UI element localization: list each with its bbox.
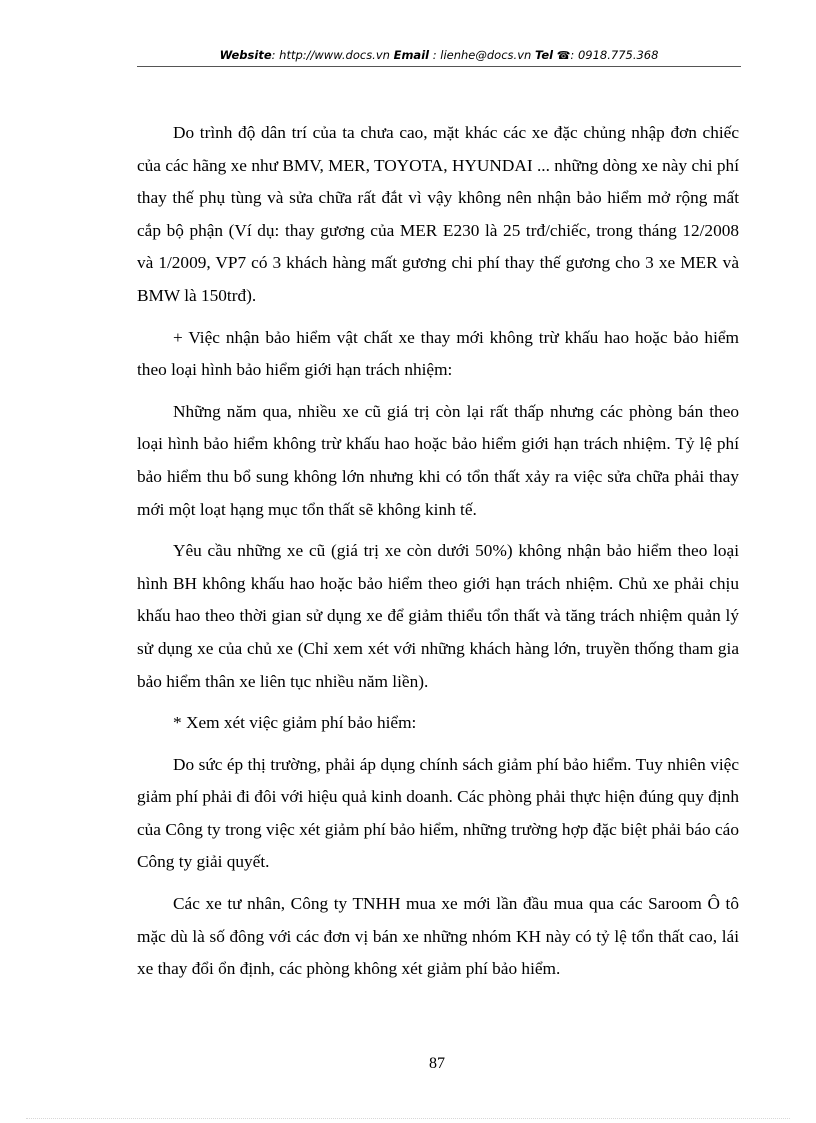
email-label: Email [393, 48, 430, 62]
phone-icon: ☎ [556, 49, 571, 62]
header-divider [137, 66, 741, 67]
paragraph: Do sức ép thị trường, phải áp dụng chính sách giảm phí bảo hiểm. Tuy nhiên việc giảm phí phải đi đôi với hiệu quả kinh doanh. Các phòng phải thực hiện đúng quy định của Công ty trong việc xét giảm phí bảo hiểm, những trường hợp đặc biệt phải báo cáo Công ty giải quyết. [137, 754, 739, 872]
tel-value: : 0918.775.368 [570, 48, 659, 62]
paragraph: Các xe tư nhân, Công ty TNHH mua xe mới lần đầu mua qua các Saroom Ô tô mặc dù là số đông với các đơn vị bán xe những nhóm KH này có tỷ lệ tổn thất cao, lái xe thay đổi ổn định, các phòng không xét giảm phí bảo hiểm. [137, 894, 739, 979]
paragraph: Yêu cầu những xe cũ (giá trị xe còn dưới 50%) không nhận bảo hiểm theo loại hình BH không khấu hao hoặc bảo hiểm theo giới hạn trách nhiệm. Chủ xe phải chịu khấu hao theo thời gian sử dụng xe để giảm thiểu tổn thất và tăng trách nhiệm quản lý sử dụng xe của chủ xe (Chỉ xem xét với những khách hàng lớn, truyền thống tham gia bảo hiểm thân xe liên tục nhiều năm liền). [137, 541, 739, 691]
website-label: Website [219, 48, 272, 62]
paragraph: Những năm qua, nhiều xe cũ giá trị còn lại rất thấp nhưng các phòng bán theo loại hình bảo hiểm không trừ khấu hao hoặc bảo hiểm giới hạn trách nhiệm. Tỷ lệ phí bảo hiểm thu bổ sung không lớn nhưng khi có tổn thất xảy ra việc sửa chữa phải thay mới một loạt hạng mục tổn thất sẽ không kinh tế. [137, 401, 739, 519]
email-value: : lienhe@docs.vn [432, 48, 532, 62]
page-number: 87 [429, 1055, 445, 1072]
paragraph: + Việc nhận bảo hiểm vật chất xe thay mới không trừ khấu hao hoặc bảo hiểm theo loại hình bảo hiểm giới hạn trách nhiệm: [137, 327, 739, 380]
tel-label: Tel [534, 48, 554, 62]
document-body [137, 117, 739, 995]
paragraph: Do trình độ dân trí của ta chưa cao, mặt khác các xe đặc chủng nhập đơn chiếc của các hãng xe như BMV, MER, TOYOTA, HYUNDAI ... những dòng xe này chi phí thay thế phụ tùng và sửa chữa rất đắt vì vậy không nên nhận bảo hiểm mở rộng mất cắp bộ phận (Ví dụ: thay gương của MER E230 là 25 trđ/chiếc, trong tháng 12/2008 và 1/2009, VP7 có 3 khách hàng mất gương chi phí thay thế gương cho 3 xe MER và BMW là 150trđ). [137, 123, 739, 305]
page-header [137, 48, 741, 62]
bottom-border [26, 1118, 790, 1119]
website-value: : http://www.docs.vn [271, 48, 390, 62]
paragraph: * Xem xét việc giảm phí bảo hiểm: [173, 713, 417, 733]
